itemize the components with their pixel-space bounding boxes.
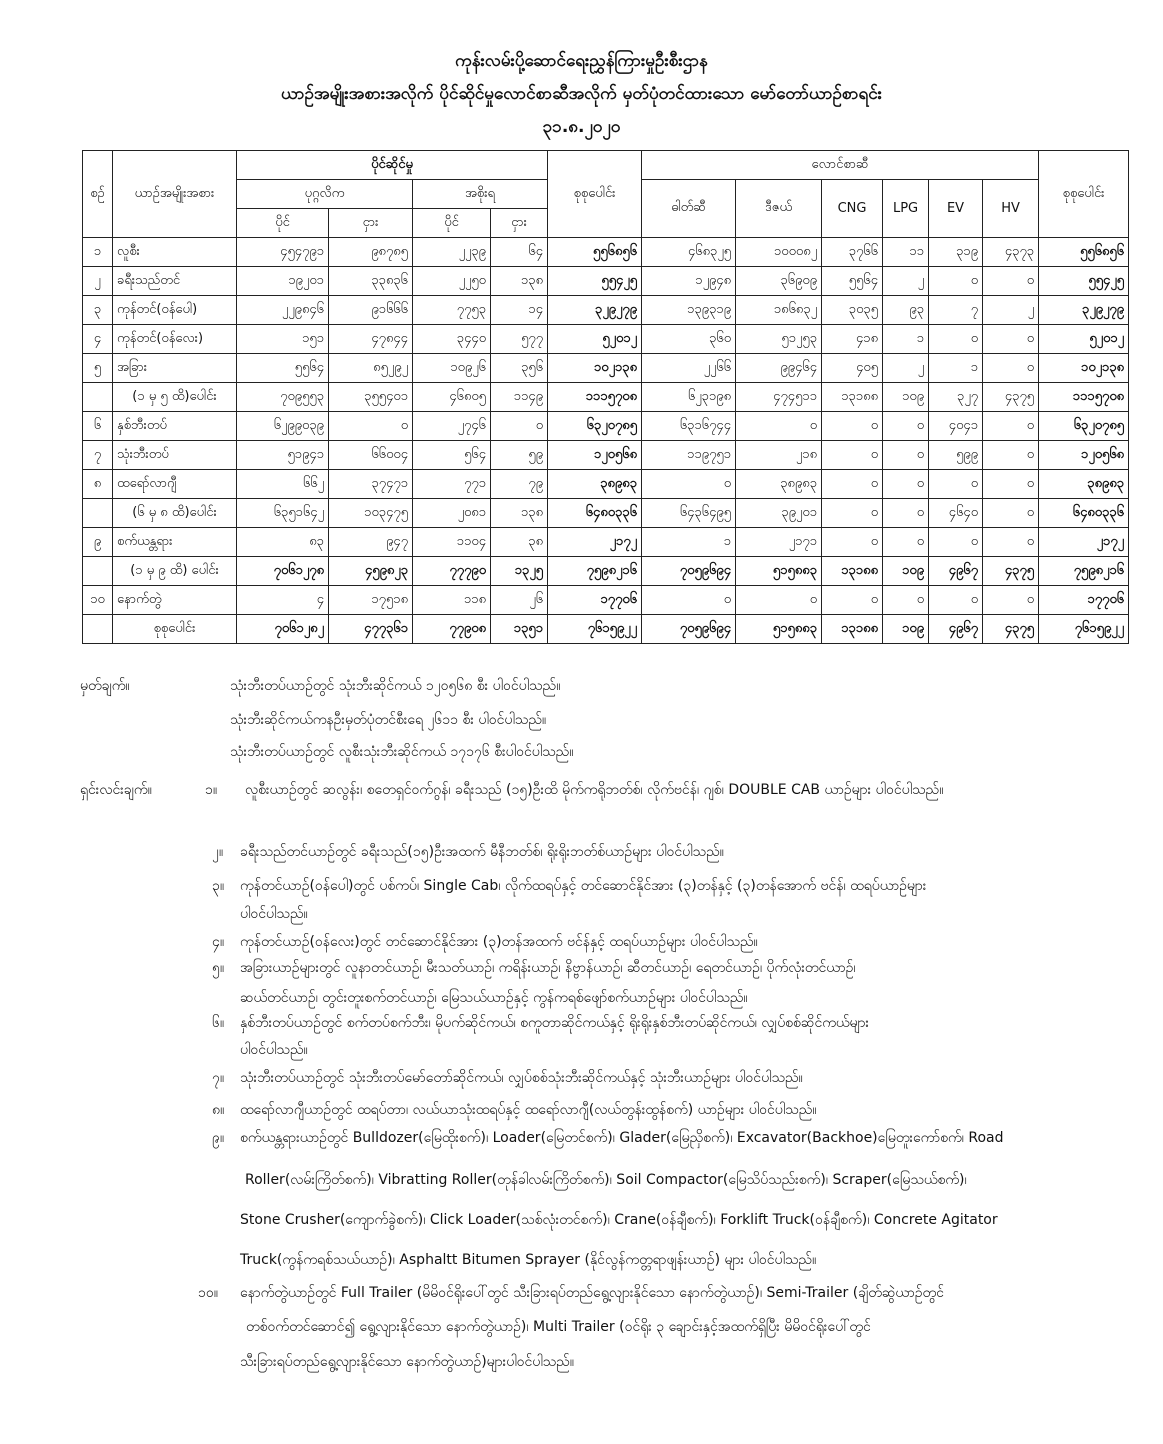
cell-petrol: ၂၂၆၆	[642, 354, 736, 383]
cell-serial: ၁	[83, 238, 113, 267]
cell-diesel: ၂၁၈	[736, 441, 822, 470]
cell-g-rent: ၀	[491, 412, 548, 441]
cell-p-own: ၅၁၉၄၁	[237, 441, 329, 470]
vehicle-registration-table	[82, 150, 1129, 644]
cell-lpg: ၉၃	[883, 296, 929, 325]
cell-petrol: ၆၄၃၆၄၉၅	[642, 499, 736, 528]
cell-p-rent: ၈၅၂၉၂	[329, 354, 413, 383]
cell-petrol: ၀	[642, 586, 736, 615]
explanation-line: ကုန်တင်ယာဉ်(ဝန်လေး)တွင် တင်ဆောင်နိုင်အား (၃)တန်အထက် ဗင်န်နှင့် ထရပ်ယာဉ်များ ပါဝင်ပါသည်။	[240, 934, 758, 950]
note-line: သုံးဘီးတပ်ယာဉ်တွင် လူစီးသုံးဘီးဆိုင်ကယ် ၁၇၁၇၆ စီးပါဝင်ပါသည်။	[230, 744, 574, 760]
header-total: စုစုပေါင်း	[548, 151, 642, 238]
header-private: ပုဂ္ဂလိက	[237, 180, 413, 209]
cell-hv: ၀	[983, 586, 1039, 615]
cell-serial: ၇	[83, 441, 113, 470]
cell-lpg: ၀	[883, 499, 929, 528]
header-cng: CNG	[822, 180, 883, 238]
cell-g-own: ၂၂၃၉	[413, 238, 491, 267]
explanation-line: အခြားယာဉ်များတွင် လူနာတင်ယာဉ်၊ မီးသတ်ယာဉ်၊ ကရိန်းယာဉ်၊ နိဗ္ဗာန်ယာဉ်၊ ဆီတင်ယာဉ်၊ ရေတင်ယာဉ်၊ ပိုက်လုံးတင်ယာဉ်၊	[240, 960, 856, 976]
explanation-number: ၇။	[212, 1070, 225, 1086]
table-row	[83, 528, 1129, 557]
explanation-number: ၁၀။	[198, 1285, 218, 1301]
cell-p-rent: ၃၇၄၇၁	[329, 470, 413, 499]
cell-grand: ၁၂၀၅၆၈	[1039, 441, 1129, 470]
cell-serial: ၃	[83, 296, 113, 325]
cell-total: ၅၅၄၂၅	[548, 267, 642, 296]
cell-total: ၅၅၆၈၅၆	[548, 238, 642, 267]
cell-hv: ၄၃၇၅	[983, 383, 1039, 412]
cell-p-rent: ၄၇၈၄၄	[329, 325, 413, 354]
cell-diesel: ၁၈၆၈၃၂	[736, 296, 822, 325]
cell-cng: ၃၀၃၅	[822, 296, 883, 325]
cell-cng: ၀	[822, 412, 883, 441]
cell-ev: ၄၉၆၇	[929, 557, 983, 586]
cell-hv: ၄၃၇၃	[983, 238, 1039, 267]
cell-p-rent: ၉၄၇	[329, 528, 413, 557]
header-private-own: ပိုင်	[237, 209, 329, 238]
cell-g-own: ၂၀၈၁	[413, 499, 491, 528]
cell-cng: ၀	[822, 470, 883, 499]
cell-grand: ၆၄၈၀၃၃၆	[1039, 499, 1129, 528]
cell-p-own: ၁၅၁	[237, 325, 329, 354]
explanation-number: ၈။	[212, 1102, 225, 1118]
cell-cng: ၀	[822, 586, 883, 615]
cell-diesel: ၁၀၀၀၈၂	[736, 238, 822, 267]
cell-lpg: ၁၀၉	[883, 383, 929, 412]
cell-total: ၆၃၂၀၇၈၅	[548, 412, 642, 441]
cell-grand: ၅၅၆၈၅၆	[1039, 238, 1129, 267]
cell-serial: ၉	[83, 528, 113, 557]
cell-hv: ၀	[983, 441, 1039, 470]
cell-diesel: ၃၉၂၀၁	[736, 499, 822, 528]
cell-hv: ၀	[983, 528, 1039, 557]
cell-total: ၂၁၇၂	[548, 528, 642, 557]
cell-g-rent: ၃၅၆	[491, 354, 548, 383]
cell-total: ၃၈၉၈၃	[548, 470, 642, 499]
cell-diesel: ၅၁၅၈၈၃	[736, 557, 822, 586]
cell-g-own: ၅၆၄	[413, 441, 491, 470]
cell-cng: ၁၃၁၈၈	[822, 557, 883, 586]
cell-p-rent: ၁၇၅၁၈	[329, 586, 413, 615]
cell-diesel: ၂၁၇၁	[736, 528, 822, 557]
cell-grand: ၂၁၇၂	[1039, 528, 1129, 557]
cell-g-rent: ၅၉	[491, 441, 548, 470]
explanation-line: လူစီးယာဉ်တွင် ဆလွန်း၊ စတေရှင်ဝက်ဂွန်၊ ခရီးသည် (၁၅)ဦးထိ မိုက်ကရိုဘတ်စ်၊ လိုက်ဗင်န်၊ ဂျစ်၊ DOUBLE CAB ယာဉ်များ ပါဝင်ပါသည်။	[245, 782, 944, 798]
cell-ev: ၀	[929, 528, 983, 557]
cell-vehicle-type: ကုန်တင်(ဝန်ပေါ)	[113, 296, 237, 325]
cell-total: ၁၁၁၅၇၀၈	[548, 383, 642, 412]
cell-p-own: ၇၀၆၁၂၇၈	[237, 557, 329, 586]
cell-hv: ၀	[983, 325, 1039, 354]
explanation-line: ခရီးသည်တင်ယာဉ်တွင် ခရီးသည်(၁၅)ဦးအထက် မီနီဘတ်စ်၊ ရိုးရိုးဘတ်စ်ယာဉ်များ ပါဝင်ပါသည်။	[240, 844, 724, 860]
cell-ev: ၇	[929, 296, 983, 325]
table-row	[83, 325, 1129, 354]
cell-hv: ၄၃၇၅	[983, 557, 1039, 586]
cell-cng: ၁၃၁၈၈	[822, 383, 883, 412]
cell-diesel: ၉၉၄၆၄	[736, 354, 822, 383]
cell-ev: ၅၉၉	[929, 441, 983, 470]
explanation-number: ၆။	[212, 1015, 225, 1031]
cell-total: ၅၂၀၁၂	[548, 325, 642, 354]
cell-serial	[83, 383, 113, 412]
cell-grand: ၇၆၁၅၉၂၂	[1039, 615, 1129, 644]
cell-ev: ၀	[929, 267, 983, 296]
explanation-line: သီးခြားရပ်တည်ရွေ့လျားနိုင်သော နောက်တွဲယာဉ်)များပါဝင်ပါသည်။	[240, 1354, 574, 1370]
notes-label: မှတ်ချက်။	[80, 678, 130, 694]
cell-g-own: ၇၇၁	[413, 470, 491, 499]
cell-serial: ၂	[83, 267, 113, 296]
table-row	[83, 412, 1129, 441]
cell-total: ၇၅၉၈၂၁၆	[548, 557, 642, 586]
cell-g-own: ၇၇၇၉၀	[413, 557, 491, 586]
header-serial: စဉ်	[83, 151, 113, 238]
cell-p-rent: ၀	[329, 412, 413, 441]
explanation-line: ပါဝင်ပါသည်။	[240, 906, 308, 922]
cell-vehicle-type: စုစုပေါင်း	[113, 615, 237, 644]
cell-cng: ၃၇၆၆	[822, 238, 883, 267]
header-hv: HV	[983, 180, 1039, 238]
cell-ev: ၄၉၆၇	[929, 615, 983, 644]
cell-g-own: ၂၇၄၆	[413, 412, 491, 441]
document-title: ကုန်းလမ်းပို့ဆောင်ရေးညွှန်ကြားမှုဦးစီးဌာန	[455, 51, 708, 71]
cell-p-rent: ၉၈၇၈၅	[329, 238, 413, 267]
explanations-label: ရှင်းလင်းချက်။	[80, 782, 152, 798]
cell-diesel: ၃၆၉၀၉	[736, 267, 822, 296]
cell-cng: ၀	[822, 441, 883, 470]
cell-vehicle-type: နောက်တွဲ	[113, 586, 237, 615]
cell-lpg: ၀	[883, 412, 929, 441]
cell-vehicle-type: (၆ မှ ၈ ထိ)ပေါင်း	[113, 499, 237, 528]
cell-g-own: ၁၀၉၂၆	[413, 354, 491, 383]
cell-g-own: ၇၇၉၀၈	[413, 615, 491, 644]
cell-hv: ၂	[983, 296, 1039, 325]
header-lpg: LPG	[883, 180, 929, 238]
table-row	[83, 615, 1129, 644]
cell-total: ၁၂၀၅၆၈	[548, 441, 642, 470]
cell-p-own: ၄	[237, 586, 329, 615]
cell-lpg: ၂	[883, 354, 929, 383]
cell-total: ၃၂၉၂၇၉	[548, 296, 642, 325]
cell-petrol: ၇၀၅၉၆၉၄	[642, 557, 736, 586]
explanation-line: ဆယ်တင်ယာဉ်၊ တွင်းတူးစက်တင်ယာဉ်၊ မြေသယ်ယာဉ်နှင့် ကွန်ကရစ်ဖျော်စက်ယာဉ်များ ပါဝင်ပါသည်။	[240, 990, 748, 1006]
cell-cng: ၀	[822, 499, 883, 528]
cell-diesel: ၃၈၉၈၃	[736, 470, 822, 499]
cell-grand: ၃၂၉၂၇၉	[1039, 296, 1129, 325]
cell-vehicle-type: လူစီး	[113, 238, 237, 267]
cell-total: ၁၀၂၁၃၈	[548, 354, 642, 383]
cell-serial: ၈	[83, 470, 113, 499]
cell-g-rent: ၂၆	[491, 586, 548, 615]
cell-vehicle-type: (၁ မှ ၉ ထိ) ပေါင်း	[113, 557, 237, 586]
cell-serial	[83, 615, 113, 644]
cell-p-rent: ၄၅၉၈၂၃	[329, 557, 413, 586]
cell-lpg: ၁	[883, 325, 929, 354]
cell-lpg: ၁၀၉	[883, 615, 929, 644]
cell-grand: ၇၅၉၈၂၁၆	[1039, 557, 1129, 586]
cell-g-own: ၇၇၅၃	[413, 296, 491, 325]
cell-vehicle-type: သုံးဘီးတပ်	[113, 441, 237, 470]
header-government-rent: ငှား	[491, 209, 548, 238]
cell-p-own: ၈၃	[237, 528, 329, 557]
cell-p-rent: ၃၅၅၄၀၁	[329, 383, 413, 412]
cell-petrol: ၁၁၉၇၅၁	[642, 441, 736, 470]
cell-cng: ၁၃၁၈၈	[822, 615, 883, 644]
cell-vehicle-type: စက်ယန္တရား	[113, 528, 237, 557]
explanation-line: နောက်တွဲယာဉ်တွင် Full Trailer (မိမိဝင်ရိုးပေါ်တွင် သီးခြားရပ်တည်ရွေ့လျားနိုင်သော နောက်တွဲယာဉ်)၊ Semi-Trailer (ချိတ်ဆွဲယာဉ်တွင်	[240, 1285, 944, 1301]
cell-g-rent: ၁၃၈	[491, 499, 548, 528]
cell-grand: ၁၁၁၅၇၀၈	[1039, 383, 1129, 412]
cell-grand: ၅၂၀၁၂	[1039, 325, 1129, 354]
cell-p-own: ၆၂၉၉၀၃၉	[237, 412, 329, 441]
table-row	[83, 586, 1129, 615]
cell-ev: ၃၂၇	[929, 383, 983, 412]
cell-petrol: ၁	[642, 528, 736, 557]
header-fuel: လောင်စာဆီ	[642, 151, 1039, 180]
cell-p-rent: ၁၀၃၄၇၅	[329, 499, 413, 528]
cell-g-own: ၁၁၈	[413, 586, 491, 615]
cell-serial: ၁၀	[83, 586, 113, 615]
header-ev: EV	[929, 180, 983, 238]
table-row	[83, 383, 1129, 412]
cell-grand: ၃၈၉၈၃	[1039, 470, 1129, 499]
cell-g-rent: ၁၄	[491, 296, 548, 325]
table-row	[83, 354, 1129, 383]
cell-serial: ၅	[83, 354, 113, 383]
cell-hv: ၀	[983, 470, 1039, 499]
cell-p-rent: ၉၁၆၆၆	[329, 296, 413, 325]
cell-p-rent: ၄၇၇၃၆၁	[329, 615, 413, 644]
table-row	[83, 267, 1129, 296]
document-subtitle: ယာဉ်အမျိုးအစားအလိုက် ပိုင်ဆိုင်မှုလောင်စာဆီအလိုက် မှတ်ပုံတင်ထားသော မော်တော်ယာဉ်စာရင်း	[281, 84, 882, 104]
cell-vehicle-type: အခြား	[113, 354, 237, 383]
cell-g-own: ၄၆၈၀၅	[413, 383, 491, 412]
cell-cng: ၄၁၈	[822, 325, 883, 354]
explanation-number: ၅။	[212, 960, 225, 976]
explanation-line: Truck(ကွန်ကရစ်သယ်ယာဉ်)၊ Asphaltt Bitumen Sprayer (နိုင်လွန်ကတ္တရာဖျန်းယာဉ်) များ ပါဝင်ပါသည်။	[240, 1252, 817, 1268]
cell-p-rent: ၃၃၈၃၆	[329, 267, 413, 296]
cell-lpg: ၀	[883, 586, 929, 615]
note-line: သုံးဘီးဆိုင်ကယ်ကနဦးမှတ်ပုံတင်စီးရေ ၂၆၁၁ စီး ပါဝင်ပါသည်။	[230, 712, 547, 728]
explanation-line: သုံးဘီးတပ်ယာဉ်တွင် သုံးဘီးတပ်မော်တော်ဆိုင်ကယ်၊ လျှပ်စစ်သုံးဘီးဆိုင်ကယ်နှင့် သုံးဘီးယာဉ်များ ပါဝင်ပါသည်။	[240, 1070, 803, 1086]
header-government-own: ပိုင်	[413, 209, 491, 238]
cell-cng: ၀	[822, 528, 883, 557]
explanation-line: ကုန်တင်ယာဉ်(ဝန်ပေါ)တွင် ပစ်ကပ်၊ Single Cab၊ လိုက်ထရပ်နှင့် တင်ဆောင်နိုင်အား (၃)တန်နှင့် (၃)တန်အောက် ဗင်န်၊ ထရပ်ယာဉ်များ	[240, 878, 927, 894]
cell-petrol: ၆၃၁၆၇၄၄	[642, 412, 736, 441]
cell-hv: ၀	[983, 267, 1039, 296]
explanation-line: ထရော်လာဂျီယာဉ်တွင် ထရပ်တာ၊ လယ်ယာသုံးထရပ်နှင့် ထရော်လာဂျီ(လယ်တွန်းထွန်စက်) ယာဉ်များ ပါဝင်ပါသည်။	[240, 1102, 817, 1118]
cell-hv: ၀	[983, 499, 1039, 528]
header-diesel: ဒီဇယ်	[736, 180, 822, 238]
explanation-number: ၄။	[212, 934, 225, 950]
cell-petrol: ၆၂၃၁၉၈	[642, 383, 736, 412]
cell-serial	[83, 557, 113, 586]
cell-g-rent: ၇၉	[491, 470, 548, 499]
cell-diesel: ၀	[736, 412, 822, 441]
cell-cng: ၅၅၆၄	[822, 267, 883, 296]
table-row	[83, 441, 1129, 470]
cell-p-own: ၂၂၉၈၄၆	[237, 296, 329, 325]
cell-g-own: ၂၂၅၀	[413, 267, 491, 296]
cell-ev: ၄၀၄၁	[929, 412, 983, 441]
cell-petrol: ၄၆၈၃၂၅	[642, 238, 736, 267]
cell-serial	[83, 499, 113, 528]
cell-grand: ၅၅၄၂၅	[1039, 267, 1129, 296]
cell-lpg: ၀	[883, 441, 929, 470]
explanation-number: ၃။	[212, 878, 225, 894]
cell-p-own: ၄၅၄၇၉၁	[237, 238, 329, 267]
cell-g-rent: ၁၃၈	[491, 267, 548, 296]
table-row	[83, 557, 1129, 586]
cell-ev: ၀	[929, 470, 983, 499]
explanation-number: ၁။	[205, 782, 218, 798]
header-petrol: ဓါတ်ဆီ	[642, 180, 736, 238]
header-grand-total: စုစုပေါင်း	[1039, 151, 1129, 238]
cell-vehicle-type: ခရီးသည်တင်	[113, 267, 237, 296]
cell-diesel: ၀	[736, 586, 822, 615]
cell-total: ၁၇၇၀၆	[548, 586, 642, 615]
cell-g-own: ၁၁၀၄	[413, 528, 491, 557]
explanation-number: ၉။	[212, 1130, 225, 1146]
cell-vehicle-type: (၁ မှ ၅ ထိ)ပေါင်း	[113, 383, 237, 412]
cell-lpg: ၂	[883, 267, 929, 296]
cell-vehicle-type: ကုန်တင်(ဝန်လေး)	[113, 325, 237, 354]
cell-ev: ၀	[929, 325, 983, 354]
cell-petrol: ၀	[642, 470, 736, 499]
cell-diesel: ၅၁၅၈၈၃	[736, 615, 822, 644]
table-row	[83, 499, 1129, 528]
cell-p-own: ၅၅၆၄	[237, 354, 329, 383]
header-vehicle-type: ယာဉ်အမျိုးအစား	[113, 151, 237, 238]
cell-petrol: ၁၃၉၃၁၉	[642, 296, 736, 325]
cell-g-rent: ၃၈	[491, 528, 548, 557]
document-date: ၃၁.၈.၂၀၂၀	[542, 117, 621, 137]
cell-hv: ၀	[983, 412, 1039, 441]
cell-g-rent: ၁၁၄၉	[491, 383, 548, 412]
cell-g-own: ၃၄၄၀	[413, 325, 491, 354]
cell-total: ၇၆၁၅၉၂၂	[548, 615, 642, 644]
cell-lpg: ၁၁	[883, 238, 929, 267]
cell-p-own: ၆၃၅၁၆၄၂	[237, 499, 329, 528]
cell-p-own: ၆၆၂	[237, 470, 329, 499]
note-line: သုံးဘီးတပ်ယာဉ်တွင် သုံးဘီးဆိုင်ကယ် ၁၂၀၅၆၈ စီး ပါဝင်ပါသည်။	[230, 678, 561, 694]
explanation-line: တစ်ဝက်တင်ဆောင်၍ ရွေ့လျားနိုင်သော နောက်တွဲယာဉ်)၊ Multi Trailer (ဝင်ရိုး ၃ ချောင်းနှင့်အထက်ရှိပြီး မိမိဝင်ရိုးပေါ်တွင်	[246, 1319, 871, 1335]
cell-grand: ၆၃၂၀၇၈၅	[1039, 412, 1129, 441]
cell-g-rent: ၆၄	[491, 238, 548, 267]
cell-diesel: ၅၁၂၅၃	[736, 325, 822, 354]
cell-ev: ၃၁၉	[929, 238, 983, 267]
cell-petrol: ၁၂၉၄၈	[642, 267, 736, 296]
cell-vehicle-type: နှစ်ဘီးတပ်	[113, 412, 237, 441]
header-ownership: ပိုင်ဆိုင်မှု	[237, 151, 548, 180]
cell-vehicle-type: ထရော်လာဂျီ	[113, 470, 237, 499]
explanation-line: Stone Crusher(ကျောက်ခွဲစက်)၊ Click Loader(သစ်လုံးတင်စက်)၊ Crane(ဝန်ချီစက်)၊ Forklift Truck(ဝန်ချီစက်)၊ Concrete Agitator	[240, 1212, 998, 1228]
cell-lpg: ၁၀၉	[883, 557, 929, 586]
cell-petrol: ၃၆၀	[642, 325, 736, 354]
cell-grand: ၁၇၇၀၆	[1039, 586, 1129, 615]
cell-hv: ၄၃၇၅	[983, 615, 1039, 644]
cell-lpg: ၀	[883, 528, 929, 557]
explanation-number: ၂။	[212, 844, 224, 860]
cell-grand: ၁၀၂၁၃၈	[1039, 354, 1129, 383]
cell-g-rent: ၁၃၂၅	[491, 557, 548, 586]
explanation-line: ပါဝင်ပါသည်။	[240, 1042, 308, 1058]
cell-p-own: ၇၀၆၁၂၈၂	[237, 615, 329, 644]
table-row	[83, 238, 1129, 267]
explanation-line: စက်ယန္တရားယာဉ်တွင် Bulldozer(မြေထိုးစက်)၊ Loader(မြေတင်စက်)၊ Glader(မြေညှိစက်)၊ Excavator(Backhoe)မြေတူးကော်စက်၊ Road	[240, 1130, 1004, 1146]
cell-p-own: ၇၀၉၅၅၃	[237, 383, 329, 412]
cell-lpg: ၀	[883, 470, 929, 499]
header-government: အစိုးရ	[413, 180, 548, 209]
explanation-line: နှစ်ဘီးတပ်ယာဉ်တွင် စက်တပ်စက်ဘီး၊ မိုပက်ဆိုင်ကယ်၊ စကူတာဆိုင်ကယ်နှင့် ရိုးရိုးနှစ်ဘီးတပ်ဆိုင်ကယ်၊ လျှပ်စစ်ဆိုင်ကယ်များ	[240, 1015, 870, 1031]
cell-diesel: ၄၇၄၅၁၁	[736, 383, 822, 412]
cell-ev: ၁	[929, 354, 983, 383]
cell-hv: ၀	[983, 354, 1039, 383]
table-row	[83, 296, 1129, 325]
cell-g-rent: ၅၇၇	[491, 325, 548, 354]
table-row	[83, 470, 1129, 499]
cell-p-rent: ၆၆၀၀၄	[329, 441, 413, 470]
cell-total: ၆၄၈၀၃၃၆	[548, 499, 642, 528]
cell-p-own: ၁၉၂၀၁	[237, 267, 329, 296]
cell-serial: ၆	[83, 412, 113, 441]
cell-ev: ၀	[929, 586, 983, 615]
cell-g-rent: ၁၃၅၁	[491, 615, 548, 644]
header-private-rent: ငှား	[329, 209, 413, 238]
cell-ev: ၄၆၄၀	[929, 499, 983, 528]
cell-petrol: ၇၀၅၉၆၉၄	[642, 615, 736, 644]
cell-serial: ၄	[83, 325, 113, 354]
explanation-line: Roller(လမ်းကြိတ်စက်)၊ Vibratting Roller(တုန်ခါလမ်းကြိတ်စက်)၊ Soil Compactor(မြေသိပ်သည်းစက်)၊ Scraper(မြေသယ်စက်)၊	[245, 1172, 967, 1188]
cell-cng: ၄၀၅	[822, 354, 883, 383]
